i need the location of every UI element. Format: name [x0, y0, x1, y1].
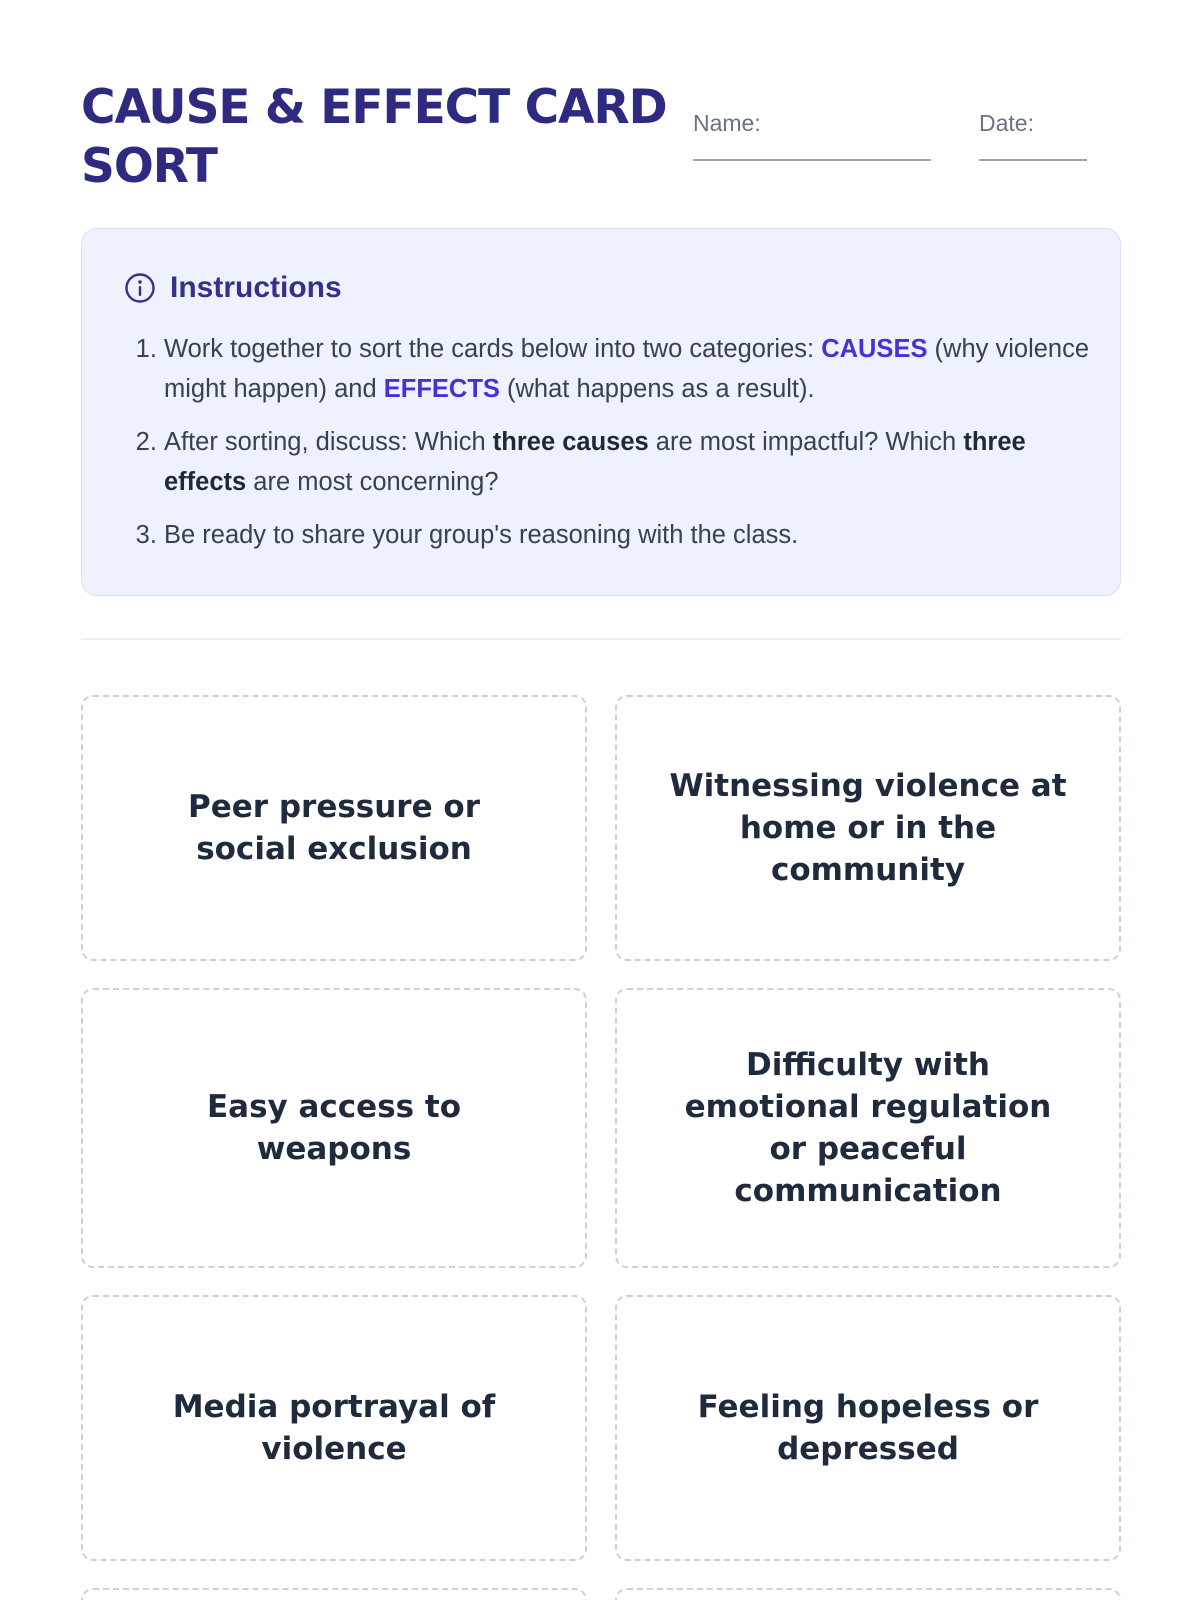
sort-card[interactable] [81, 1295, 587, 1561]
sort-card[interactable] [81, 1588, 587, 1600]
instruction-text: Work together to sort the cards below into two categories: [164, 335, 822, 363]
date-label: Date: [979, 110, 1034, 136]
instruction-text: (why violence might happen) and [164, 335, 1090, 403]
instruction-text: three effects [164, 428, 1026, 496]
sort-card[interactable] [615, 1588, 1121, 1600]
card-text: Easy access to weapons [206, 1089, 462, 1167]
card-text: Difficulty with emotional regulation or peaceful communication [684, 1047, 1052, 1209]
header [81, 78, 1121, 198]
card-text: Media portrayal of violence [172, 1389, 496, 1467]
instructions-header [124, 271, 342, 305]
sort-card[interactable] [615, 1295, 1121, 1561]
instruction-step [164, 422, 1094, 502]
name-field[interactable] [693, 110, 931, 161]
card-text: Witnessing violence at home or in the community [669, 768, 1067, 888]
instructions-list [132, 329, 1094, 568]
instruction-text: After sorting, discuss: Which [164, 428, 493, 456]
section-divider [81, 638, 1121, 640]
instruction-text: Be ready to share your group's reasoning with the class. [164, 521, 799, 549]
instruction-text: EFFECTS [383, 375, 500, 403]
sort-card[interactable] [81, 695, 587, 961]
card-text: Feeling hopeless or depressed [697, 1389, 1039, 1467]
sort-card[interactable] [81, 988, 587, 1268]
instruction-text: CAUSES [821, 335, 928, 363]
instructions-panel [81, 228, 1121, 596]
instructions-heading: Instructions [170, 271, 342, 304]
date-blank-line[interactable] [979, 159, 1087, 161]
instruction-step [164, 329, 1094, 409]
instruction-step [164, 515, 1094, 555]
name-blank-line[interactable] [693, 159, 931, 161]
date-field[interactable] [979, 110, 1087, 161]
instruction-text: (what happens as a result). [499, 375, 815, 403]
card-text: Peer pressure or social exclusion [187, 789, 481, 867]
instruction-text: are most concerning? [246, 468, 499, 496]
sort-card[interactable] [615, 695, 1121, 961]
name-label: Name: [693, 110, 761, 136]
instruction-text: are most impactful? Which [648, 428, 964, 456]
info-icon [124, 272, 156, 304]
sort-card[interactable] [615, 988, 1121, 1268]
instruction-text: three causes [492, 428, 649, 456]
page-title: CAUSE & EFFECT CARD SORT [81, 80, 667, 194]
